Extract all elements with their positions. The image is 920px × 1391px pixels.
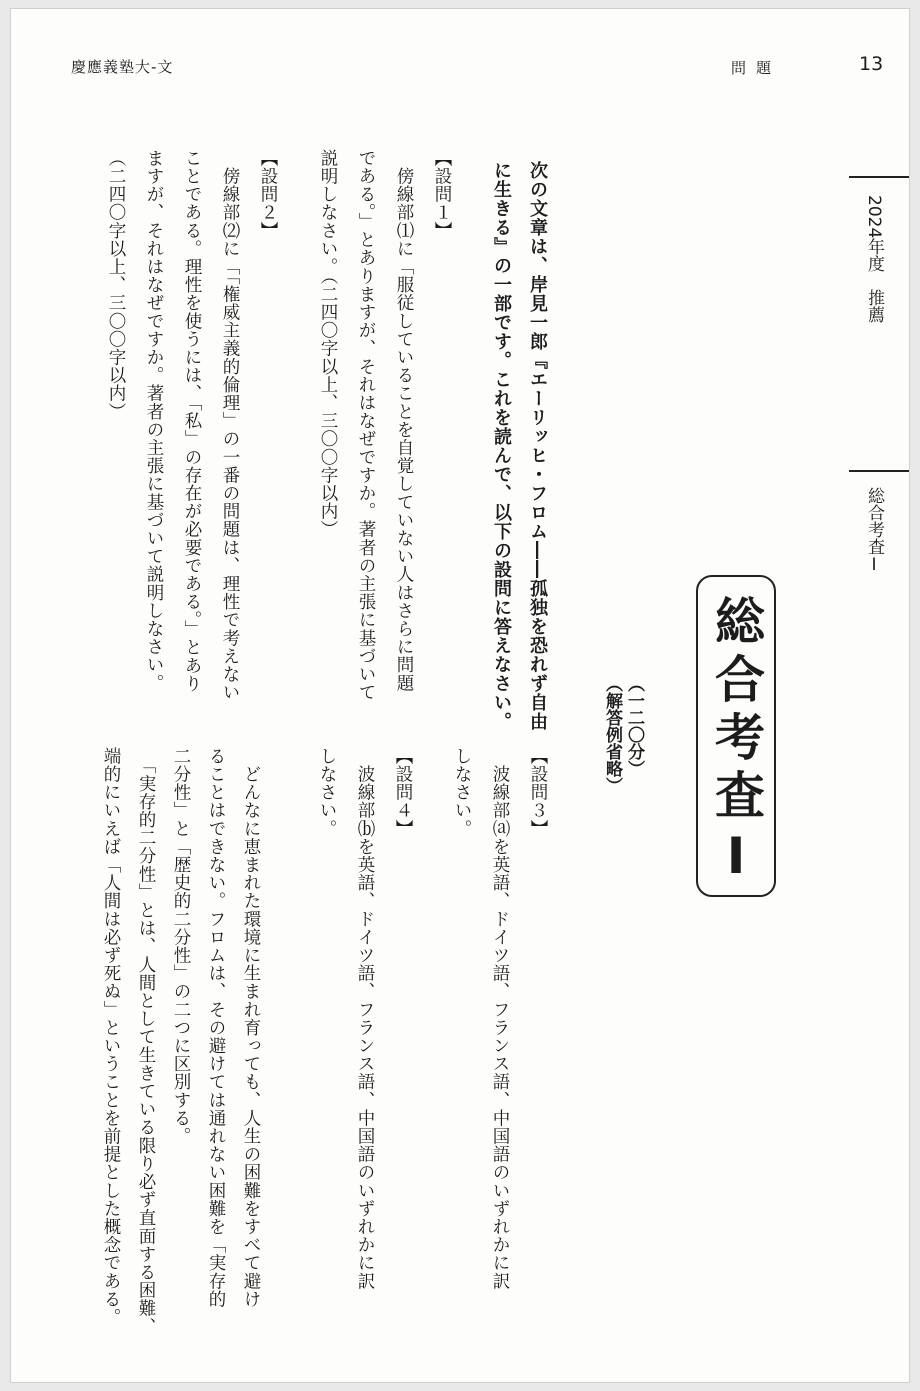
question-3-body: 波線部⒜を英語、ドイツ語、フランス語、中国語のいずれかに訳 しなさい。 [452, 747, 510, 1290]
time-note: （一二〇分） （解答例省略） [602, 675, 644, 794]
question-1-label: 【設問１】 [432, 149, 452, 240]
question-4 [308, 747, 422, 1290]
question-4-label: 【設問４】 [393, 747, 413, 838]
title-box [696, 575, 776, 897]
side-subject-label: 総合考査Ⅰ [864, 487, 884, 575]
question-2 [97, 149, 287, 701]
header-university: 慶應義塾大-文 [71, 58, 174, 76]
page-title: 総合考査Ⅰ [707, 595, 765, 893]
question-4-body: 波線部⒝を英語、ドイツ語、フランス語、中国語のいずれかに訳 しなさい。 [317, 747, 375, 1290]
instruction-text: 次の文章は、岸見一郎『エーリッヒ・フロム――孤独を恐れず自由 に生きる』の一部です。これを読んで、以下の設問に答えなさい。 [491, 161, 548, 731]
question-3-label: 【設問３】 [528, 747, 548, 838]
question-1 [309, 149, 461, 701]
side-divider-bottom [849, 470, 910, 472]
exam-page [10, 8, 910, 1383]
question-2-body: 傍線部⑵に「「権威主義的倫理」の一番の問題は、理性で考えない ことである。理性を使うには、「私」の存在が必要である。」とあり ますが、それはなぜですか。著者の主張に基づいて説明しなさい。 （二四〇字以上、三〇〇字以内） [106, 149, 240, 702]
passage-text: どんなに恵まれた環境に生まれ育っても、人生の困難をすべて避け ることはできない。フロムは、その避けては通れない困難を「実存的 二分性」と「歴史的二分性」の二つに区別する。 「実存的二分性」とは、人間として生きている限り必ず直面する困難、 端的にいえば「人間は必ず死ぬ」ということを前提とした概念である。 [101, 747, 261, 1336]
header-section: 問題 [731, 59, 782, 77]
question-3 [443, 747, 557, 1290]
side-year-label: 2024年度 推薦 [864, 195, 884, 324]
question-1-body: 傍線部⑴に「服従していることを自覚していない人はさらに問題 である。」とありますが、それはなぜですか。著者の主張に基づいて 説明しなさい。（二四〇字以上、三〇〇字以内） [318, 149, 414, 702]
page-number: 13 [859, 53, 884, 75]
question-2-label: 【設問２】 [258, 149, 278, 240]
side-divider-top [849, 176, 910, 178]
